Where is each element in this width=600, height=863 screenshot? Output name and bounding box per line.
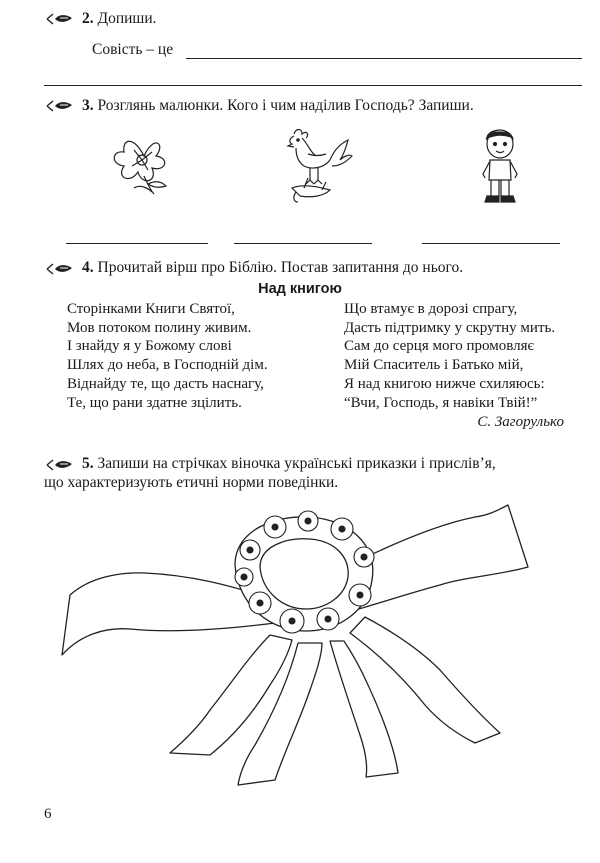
poem-title: Над книгою bbox=[258, 281, 342, 297]
task-5-number: 5. bbox=[82, 455, 94, 472]
wreath-with-ribbons-drawing[interactable] bbox=[60, 505, 530, 790]
pen-task-icon bbox=[46, 262, 76, 276]
poem-line: “Вчи, Господь, я навіки Твій!” bbox=[344, 394, 538, 411]
task-3-number: 3. bbox=[82, 97, 94, 114]
answer-line[interactable] bbox=[66, 243, 208, 244]
answer-line[interactable] bbox=[44, 85, 582, 86]
poem-line: Я над книгою нижче схиляюсь: bbox=[344, 375, 545, 392]
poem-line: Сторінками Книги Святої, bbox=[67, 301, 235, 317]
poem-line: Сам до серця мого промовляє bbox=[344, 338, 534, 355]
poem-line: Що втамує в дорозі спрагу, bbox=[344, 301, 518, 317]
task-2-text: Допиши. bbox=[97, 10, 157, 27]
task-2-heading bbox=[82, 9, 157, 29]
poem-line: Дасть підтримку у скрутну мить. bbox=[344, 319, 556, 336]
poem-author: С. Загорулько bbox=[477, 414, 564, 430]
answer-line[interactable] bbox=[422, 243, 560, 244]
task-5-line-2: що характеризують етичні норми поведінки. bbox=[44, 474, 339, 491]
task-4-number: 4. bbox=[82, 259, 94, 276]
task-5-text: Запиши на стрічках віночка українські приказки і прислів’я, bbox=[97, 455, 496, 472]
poem-line: Те, що рани здатне зцілить. bbox=[67, 394, 242, 411]
task-3-heading bbox=[82, 96, 474, 116]
poem-line: Віднайду те, що дасть наснагу, bbox=[67, 375, 264, 392]
answer-line[interactable] bbox=[186, 58, 582, 59]
poem-line: Мій Спаситель і Батько мій, bbox=[344, 357, 524, 374]
pen-task-icon bbox=[46, 99, 76, 113]
task-5-line-1 bbox=[82, 454, 496, 474]
poem-line: Мов потоком полину живим. bbox=[67, 319, 252, 336]
poem-right-column bbox=[344, 300, 555, 412]
poem-line: І знайду я у Божому слові bbox=[67, 338, 232, 355]
page-number: 6 bbox=[44, 806, 52, 822]
task-4-text: Прочитай вірш про Біблію. Постав запитання до нього. bbox=[97, 259, 464, 276]
ribbon bbox=[350, 505, 528, 610]
flower-drawing bbox=[104, 126, 184, 196]
poem-left-column bbox=[67, 300, 268, 412]
pen-task-icon bbox=[46, 458, 76, 472]
boy-drawing bbox=[475, 124, 525, 208]
poem-line: Шлях до неба, в Господній дім. bbox=[67, 357, 268, 374]
pen-task-icon bbox=[46, 12, 76, 26]
answer-line[interactable] bbox=[234, 243, 372, 244]
task-3-text: Розглянь малюнки. Кого і чим наділив Господь? Запиши. bbox=[97, 97, 474, 114]
task-2-number: 2. bbox=[82, 10, 94, 27]
rooster-drawing bbox=[282, 126, 354, 204]
task-2-prompt: Совість – це bbox=[92, 41, 174, 58]
task-4-heading bbox=[82, 258, 463, 278]
